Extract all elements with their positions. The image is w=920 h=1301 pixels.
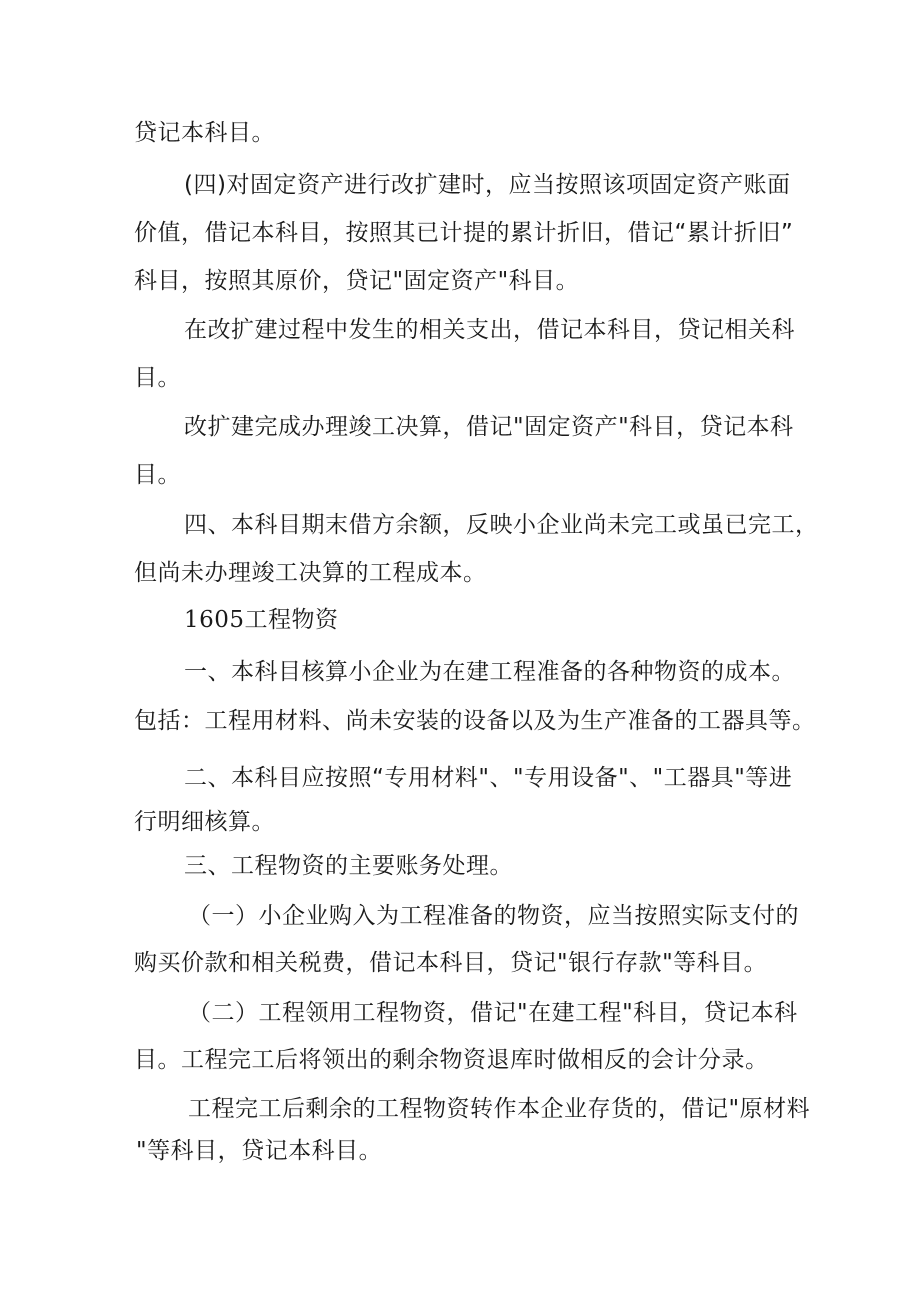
text-line: 科目，按照其原价，贷记"固定资产"科目。 [134,268,580,294]
text-line: 价值，借记本科目，按照其已计提的累计折旧，借记“累计折旧” [134,220,794,246]
text-line: 一、本科目核算小企业为在建工程准备的各种物资的成本。 [184,659,795,685]
section-heading [184,605,339,635]
section-code: 1605 [184,607,245,633]
text-line: 贷记本科目。 [134,120,275,146]
section-title: 工程物资 [244,607,339,633]
text-line: （一）小企业购入为工程准备的物资，应当按照实际支付的 [188,903,799,929]
text-line: 改扩建完成办理竣工决算，借记"固定资产"科目，贷记本科 [184,414,794,440]
text-line: 三、工程物资的主要账务处理。 [184,853,513,879]
text-line: （二）工程领用工程物资，借记"在建工程"科目，贷记本科 [188,1000,798,1026]
text-line: 目。 [134,365,181,391]
text-line: "等科目，贷记本科目。 [136,1138,383,1164]
text-line: 目。工程完工后将领出的剩余物资退库时做相反的会计分录。 [134,1047,769,1073]
text-line: 包括：工程用材料、尚未安装的设备以及为生产准备的工器具等。 [134,708,816,734]
text-line: (四)对固定资产进行改扩建时，应当按照该项固定资产账面 [184,172,791,198]
text-line: 目。 [134,462,181,488]
text-line: 购买价款和相关税费，借记本科目，贷记"银行存款"等科目。 [134,950,768,976]
text-line: 工程完工后剩余的工程物资转作本企业存货的，借记"原材料 [188,1096,811,1122]
text-line: 四、本科目期末借方余额，反映小企业尚未完工或虽已完工， [184,512,819,538]
text-line: 二、本科目应按照“专用材料"、"专用设备"、"工器具"等进 [184,765,793,791]
text-line: 但尚未办理竣工决算的工程成本。 [134,560,487,586]
text-line: 在改扩建过程中发生的相关支出，借记本科目，贷记相关科 [184,317,795,343]
text-line: 行明细核算。 [134,809,275,835]
